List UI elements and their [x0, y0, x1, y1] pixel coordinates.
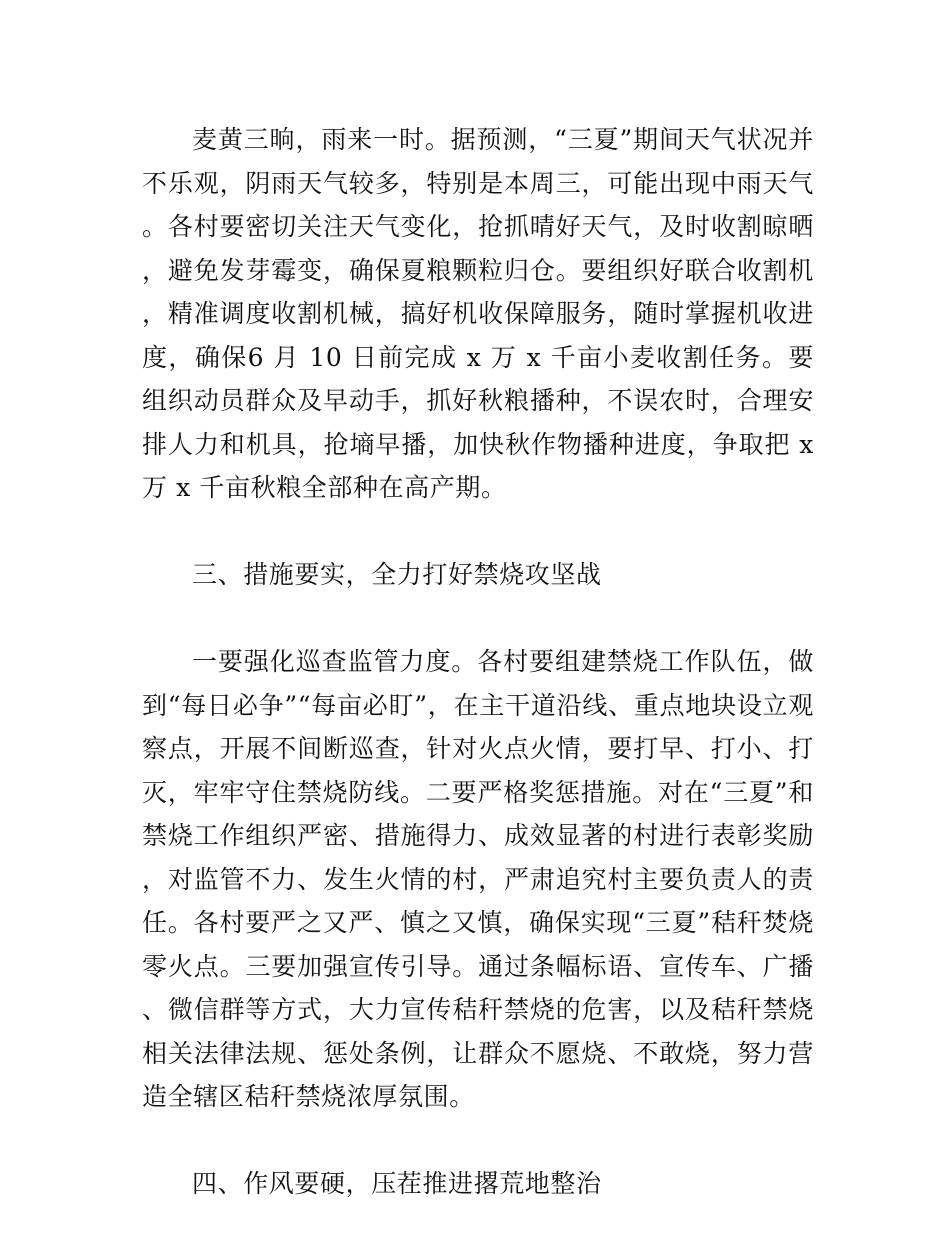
- paragraph-line: 麦黄三晌，雨来一时。据预测，“三夏”期间天气状况并: [192, 125, 814, 154]
- section-heading-three: 三、措施要实，全力打好禁烧攻坚战: [192, 560, 602, 589]
- paragraph-line: 一要强化巡查监管力度。各村要组建禁烧工作队伍，做到: [142, 647, 814, 720]
- paragraph-line: 惩处条例，让群众不愿烧、不敢烧，努力营造全辖区秸秆禁烧: [142, 1038, 815, 1111]
- paragraph-line: 不乐观，阴雨天气较多，特别是本周三，可能出现中雨天气。: [142, 168, 814, 241]
- paragraph-line: 工作组织严密、措施得力、成效显著的村进行表彰奖励，对监: [142, 821, 815, 894]
- body-paragraph-harvest: [142, 118, 814, 510]
- paragraph-line: 方式，大力宣传秸秆禁烧的危害，以及秸秆禁烧相关法律法规、: [142, 995, 814, 1068]
- paragraph-line: 早动手，抓好秋粮播种，不误农时，合理安排人力和机具，抢: [142, 386, 815, 459]
- paragraph-line: 管不力、发生火情的村，严肃追究村主要负责人的责任。各村: [142, 864, 814, 937]
- paragraph-line: 浓厚氛围。: [346, 1082, 475, 1111]
- paragraph-line: 三要加强宣传引导。通过条幅标语、宣传车、广播、微信群等: [142, 951, 815, 1024]
- paragraph-line: 6 月 10 日前完成 x 万 x 千亩小麦收割任务。要组织动员群众及: [142, 342, 814, 415]
- document-body: [142, 118, 814, 1249]
- paragraph-line: “每日必争”“每亩必盯”，在主干道沿线、重点地块设立观: [167, 690, 814, 720]
- body-paragraph-burning-ban: [142, 640, 814, 1119]
- paragraph-line: 免发芽霉变，确保夏粮颗粒归仓。要组织好联合收割机，精准: [142, 255, 815, 328]
- paragraph-line: 要严之又严、慎之又慎，确保实现“三夏”秸秆焚烧零火点。: [142, 908, 814, 981]
- paragraph-line: 察点，开展不间断巡查，针对火点火情，要打早、打小、打灭，: [142, 734, 814, 807]
- paragraph-line: 牢牢守住禁烧防线。二要严格奖惩措施。对在“三夏”和禁烧: [142, 777, 814, 850]
- paragraph-line: 在高产期。: [378, 473, 507, 502]
- paragraph-line: 墒早播，加快秋作物播种进度，争取把 x 万 x 千亩秋粮全部种: [142, 429, 814, 502]
- paragraph-line: 各村要密切关注天气变化，抢抓晴好天气，及时收割晾晒，避: [142, 212, 814, 285]
- paragraph-line: 调度收割机械，搞好机收保障服务，随时掌握机收进度，确保: [142, 299, 814, 372]
- section-heading-four: 四、作风要硬，压茬推进撂荒地整治: [192, 1169, 602, 1198]
